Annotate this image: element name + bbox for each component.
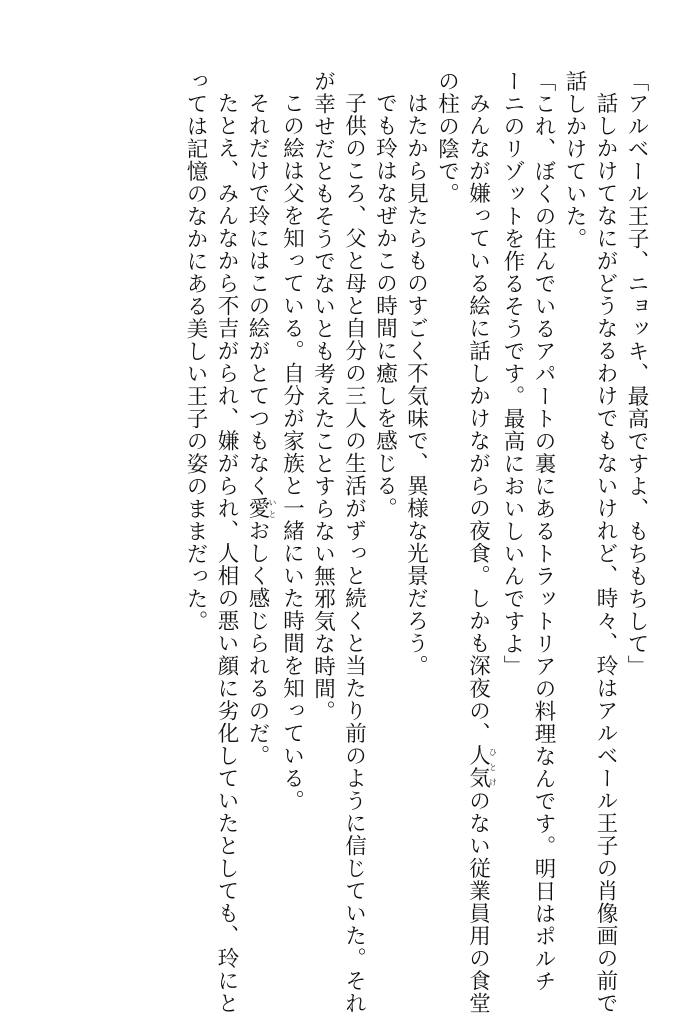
text-line: たとえ、みんなから不吉がられ、嫌がられ、人相の悪い顔に劣化していたとしても、玲にと xyxy=(214,91,239,1014)
text-line: はたから見たらものすごく不気味で、異様な光景だろう。 xyxy=(403,91,429,677)
text-line: 子供のころ、父と母と自分の三人の生活がずっと続くと当たり前のように信じていた。それ xyxy=(341,91,367,1014)
line-segment: みんなが嫌っている絵に話しかけながらの夜食。しかも深夜の、 xyxy=(465,91,491,744)
text-line xyxy=(463,70,498,1014)
text-line: の柱の陰で。 xyxy=(434,70,460,205)
text-line: 話しかけてなにがどうなるわけでもないけれど、時々、玲はアルベール王子の肖像画の前で xyxy=(593,91,618,1014)
line-segment: それだけで玲にはこの絵がとてつもなく xyxy=(245,91,270,497)
text-line: 話しかけていた。 xyxy=(562,70,587,250)
text-line: っては記憶のなかにある美しい王子の姿のままだった。 xyxy=(183,70,208,633)
text-line: 「アルベール王子、ニョッキ、最高ですよ、もちもちして」 xyxy=(624,70,649,678)
ruby-base: 愛 xyxy=(245,496,270,519)
text-line: が幸せだともそうでないとも考えたことすらない無邪気な時間。 xyxy=(310,70,336,723)
ruby-base: 人気 xyxy=(465,744,491,789)
line-segment: のない従業員用の食堂 xyxy=(465,789,491,1014)
line-segment: おしく感じられるのだ。 xyxy=(245,519,270,767)
text-line: ーニのリゾットを作るそうです。最高においしいんですよ」 xyxy=(500,70,525,678)
vertical-text-block xyxy=(180,70,652,1014)
text-line xyxy=(242,70,277,970)
text-line: この絵は父を知っている。自分が家族と一緒にいた時間を知っている。 xyxy=(279,91,305,812)
ruby-reading: ひとけ xyxy=(488,744,498,789)
ruby-annotation xyxy=(245,496,277,520)
text-line: でも玲はなぜかこの時間に癒しを感じる。 xyxy=(372,91,398,519)
ruby-annotation xyxy=(465,744,498,789)
ruby-reading: いと xyxy=(268,496,277,519)
text-line: 「これ、ぼくの住んでいるアパートの裏にあるトラットリアの料理なんです。明日はポルチ xyxy=(531,70,556,993)
